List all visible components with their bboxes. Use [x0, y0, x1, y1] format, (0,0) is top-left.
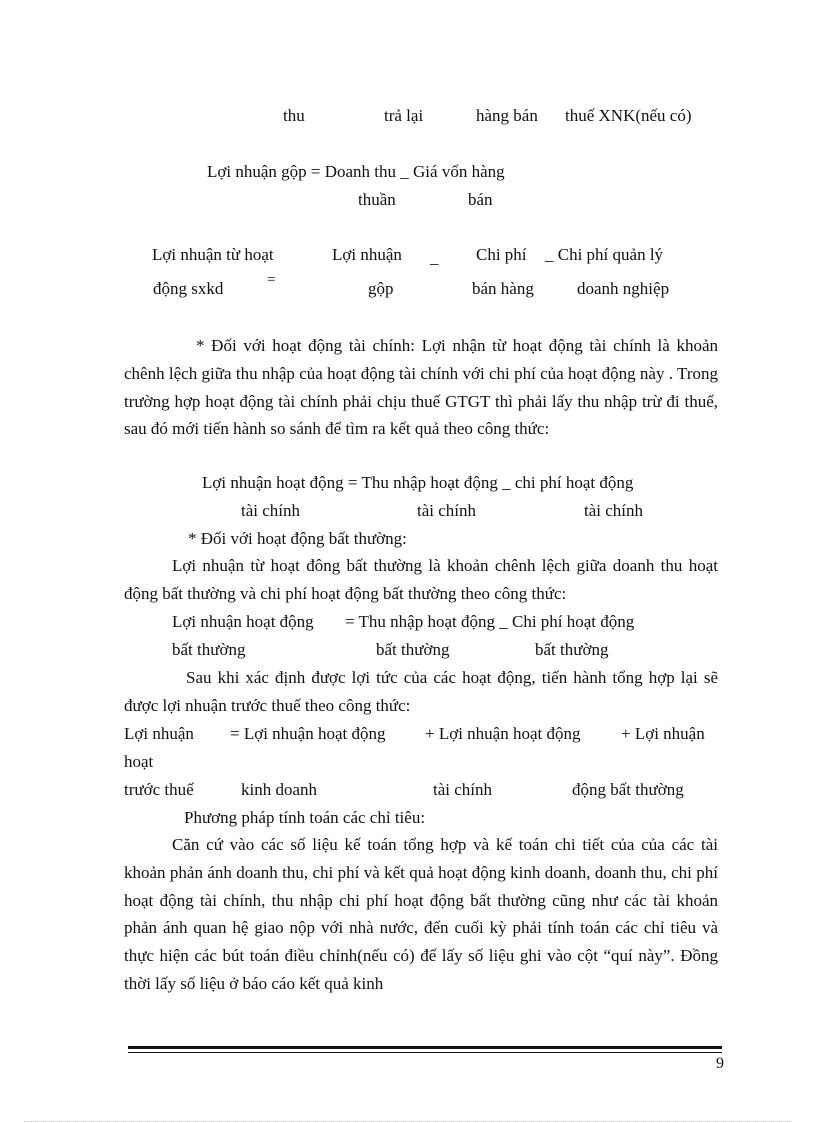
pretax-formula-sub-4: động bất thường — [572, 780, 684, 799]
abnormal-activity-heading: * Đối với hoạt động bất thường: — [188, 529, 407, 548]
financial-activity-paragraph — [124, 332, 718, 443]
gross-profit-sub-ban: bán — [468, 190, 493, 209]
footer-rule-thick — [128, 1046, 722, 1049]
abnormal-activity-paragraph — [124, 552, 718, 608]
formula-top-hang-ban: hàng bán — [476, 106, 538, 125]
abnormal-activity-text: Lợi nhuận từ hoạt đông bất thường là khoản chênh lệch giữa doanh thu hoạt động bất thường và chi phí hoạt động bất thường theo công thức: — [124, 556, 718, 603]
footer-rule-thin — [128, 1052, 722, 1053]
formula-top-thu: thu — [283, 106, 305, 125]
financial-formula: Lợi nhuận hoạt động = Thu nhập hoạt động _ chi phí hoạt động — [202, 473, 634, 492]
pretax-formula-sub-1: trước thuế — [124, 780, 194, 799]
sxkd-equals: = — [267, 272, 276, 288]
sxkd-selling-cost: Chi phí — [476, 245, 527, 264]
sxkd-lhs-line2: động sxkd — [153, 279, 224, 298]
pretax-formula-term-1: = Lợi nhuận hoạt động — [230, 724, 386, 743]
sxkd-admin-cost-sub: doanh nghiệp — [577, 279, 670, 298]
sxkd-admin-cost: _ Chi phí quản lý — [545, 245, 664, 264]
abnormal-formula-rhs: = Thu nhập hoạt động _ Chi phí hoạt động — [345, 612, 635, 631]
method-paragraph — [124, 831, 718, 998]
formula-top-tra-lai: trả lại — [384, 106, 424, 125]
sxkd-minus-1: _ — [430, 248, 439, 267]
sxkd-selling-cost-sub: bán hàng — [472, 279, 534, 298]
method-text: Căn cứ vào các số liệu kế toán tổng hợp và kế toán chi tiết của của các tài khoản phản ánh doanh thu, chi phí và kết quả hoạt động kinh doanh, doanh thu, chi phí hoạt động tài chính, thu nhập chi phí hoạt động bất thường cũng như các tài khoản phản ánh quan hệ giao nộp với nhà nước, đến cuối kỳ phải tính toán các chỉ tiêu và thực hiện các bút toán điều chỉnh(nếu có) để lấy số liệu ghi vào cột “quí này”. Đồng thời lấy số liệu ở báo cáo kết quả kinh — [124, 835, 718, 993]
sxkd-gross-profit: Lợi nhuận — [332, 245, 402, 264]
pretax-formula-sub-2: kinh doanh — [241, 780, 318, 799]
sxkd-lhs-line1: Lợi nhuận từ hoạt — [152, 245, 274, 264]
financial-formula-sub-2: tài chính — [417, 501, 477, 520]
gross-profit-sub-thuan: thuần — [358, 190, 396, 209]
page-number: 9 — [716, 1055, 724, 1072]
summary-text: Sau khi xác định được lợi tức của các hoạt động, tiến hành tổng hợp lại sẽ được lợi nhuận trước thuế theo công thức: — [124, 668, 718, 715]
pretax-formula-term-2: + Lợi nhuận hoạt động — [425, 724, 581, 743]
financial-formula-sub-3: tài chính — [584, 501, 644, 520]
pretax-formula-term-3: + Lợi nhuận — [621, 724, 705, 743]
pretax-formula-wrap: hoạt — [124, 752, 154, 771]
gross-profit-formula: Lợi nhuận gộp = Doanh thu _ Giá vốn hàng — [207, 162, 505, 181]
method-heading: Phương pháp tính toán các chỉ tiêu: — [184, 808, 426, 827]
page-bottom-dotted-border — [24, 1121, 792, 1122]
financial-formula-sub-1: tài chính — [241, 501, 301, 520]
abnormal-formula-lhs: Lợi nhuận hoạt động — [172, 612, 314, 631]
sxkd-gross-profit-sub: gộp — [368, 279, 394, 298]
summary-paragraph — [124, 664, 718, 720]
formula-top-thue-xnk: thuế XNK(nếu có) — [565, 106, 692, 125]
abnormal-formula-sub-1: bất thường — [172, 640, 246, 659]
financial-activity-text: * Đối với hoạt động tài chính: Lợi nhận từ hoạt động tài chính là khoản chênh lệch giữa thu nhập của hoạt động tài chính với chi phí của hoạt động này . Trong trường hợp hoạt động tài chính phải chịu thuế GTGT thì phải lấy thu nhập trừ đi thuế, sau đó mới tiến hành so sánh để tìm ra kết quả theo công thức: — [124, 336, 718, 439]
abnormal-formula-sub-2: bất thường — [376, 640, 450, 659]
pretax-formula-lhs: Lợi nhuận — [124, 724, 194, 743]
pretax-formula-sub-3: tài chính — [433, 780, 493, 799]
abnormal-formula-sub-3: bất thường — [535, 640, 609, 659]
